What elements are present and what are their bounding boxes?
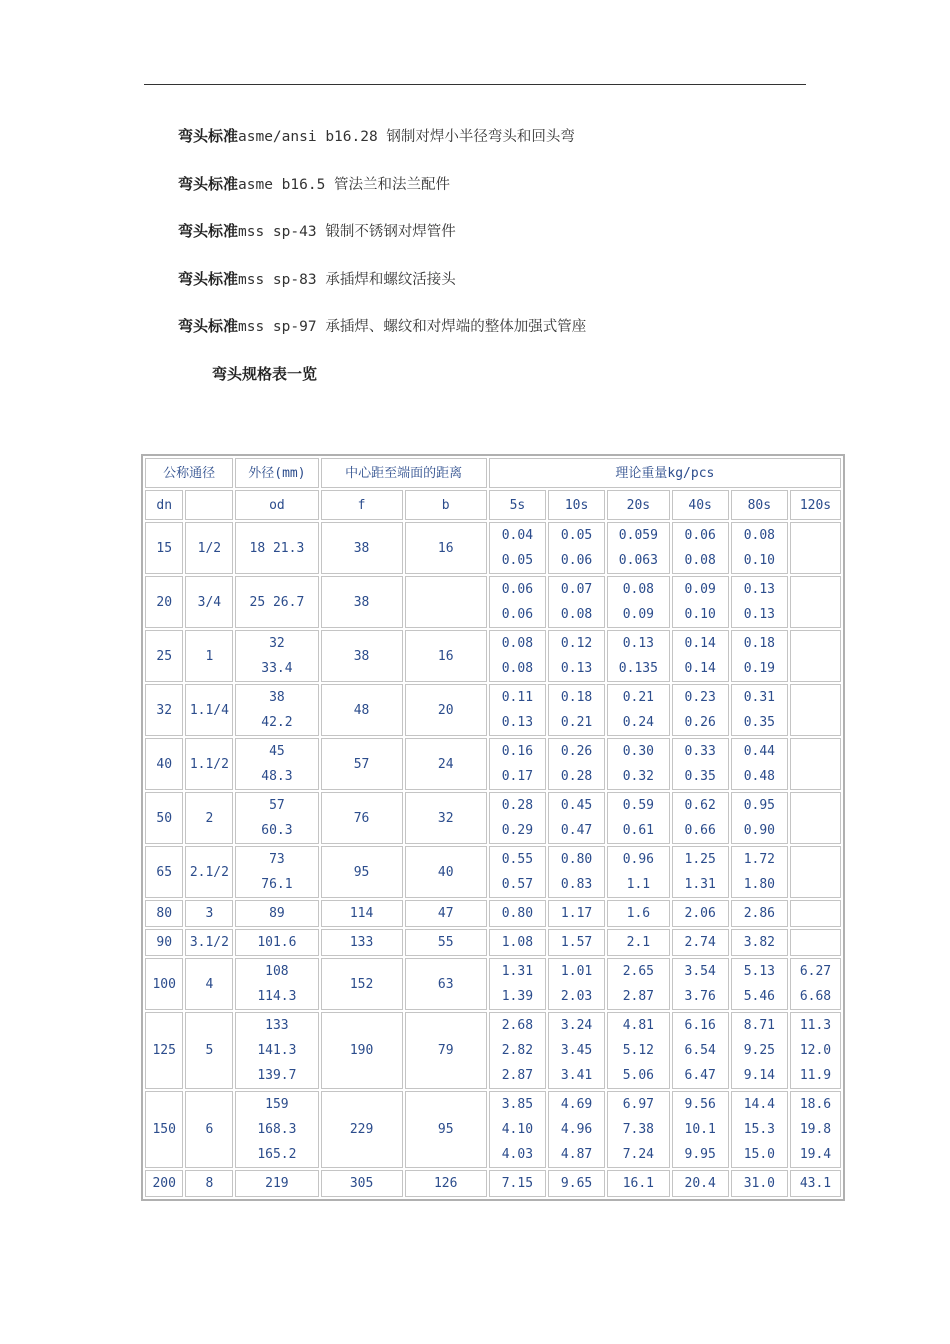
table-cell: 0.059 0.063: [607, 522, 669, 574]
subheader-cell: b: [405, 490, 487, 520]
table-cell: 3/4: [185, 576, 233, 628]
table-row: [145, 900, 841, 927]
table-row: [145, 630, 841, 682]
table-row: [145, 1170, 841, 1197]
table-cell: 0.06 0.08: [672, 522, 729, 574]
table-cell: 18 21.3: [235, 522, 318, 574]
table-cell: 1.1/4: [185, 684, 233, 736]
table-cell: 3.82: [731, 929, 788, 956]
header-nominal: 公称通径: [145, 458, 233, 488]
table-cell: 0.62 0.66: [672, 792, 729, 844]
table-cell: 1.57: [548, 929, 605, 956]
table-cell: 31.0: [731, 1170, 788, 1197]
table-row: [145, 522, 841, 574]
table-cell: 150: [145, 1091, 183, 1168]
subheader-cell: f: [321, 490, 403, 520]
subheader-cell: [185, 490, 233, 520]
table-cell: [790, 900, 841, 927]
table-cell: 20: [145, 576, 183, 628]
table-cell: 0.12 0.13: [548, 630, 605, 682]
standard-line: [178, 268, 456, 289]
table-cell: 0.26 0.28: [548, 738, 605, 790]
table-cell: 3.1/2: [185, 929, 233, 956]
table-cell: 2.68 2.82 2.87: [489, 1012, 546, 1089]
table-cell: 6.97 7.38 7.24: [607, 1091, 669, 1168]
table-cell: 9.65: [548, 1170, 605, 1197]
table-cell: 11.3 12.0 11.9: [790, 1012, 841, 1089]
table-cell: [790, 738, 841, 790]
table-cell: 108 114.3: [235, 958, 318, 1010]
table-cell: 0.18 0.21: [548, 684, 605, 736]
table-cell: 2.65 2.87: [607, 958, 669, 1010]
table-cell: 6.27 6.68: [790, 958, 841, 1010]
table-cell: 43.1: [790, 1170, 841, 1197]
table-cell: 57: [321, 738, 403, 790]
table-cell: 6: [185, 1091, 233, 1168]
table-cell: 133: [321, 929, 403, 956]
table-cell: 47: [405, 900, 487, 927]
table-cell: 0.13 0.135: [607, 630, 669, 682]
table-title: 弯头规格表一览: [212, 365, 318, 383]
table-cell: 73 76.1: [235, 846, 318, 898]
table-cell: 0.80: [489, 900, 546, 927]
table-row: [145, 958, 841, 1010]
table-cell: 0.08 0.09: [607, 576, 669, 628]
standard-label: 弯头标准: [178, 222, 239, 240]
table-cell: 95: [321, 846, 403, 898]
table-cell: 5: [185, 1012, 233, 1089]
table-cell: 0.33 0.35: [672, 738, 729, 790]
table-cell: 16.1: [607, 1170, 669, 1197]
table-cell: 0.04 0.05: [489, 522, 546, 574]
table-cell: 1.08: [489, 929, 546, 956]
table-cell: 2.06: [672, 900, 729, 927]
standard-text: asme b16.5 管法兰和法兰配件: [238, 177, 451, 193]
table-cell: 229: [321, 1091, 403, 1168]
table-cell: 55: [405, 929, 487, 956]
subheader-cell: 80s: [731, 490, 788, 520]
table-cell: 24: [405, 738, 487, 790]
table-cell: 1.31 1.39: [489, 958, 546, 1010]
standard-line: [178, 315, 586, 336]
table-row: [145, 1012, 841, 1089]
table-cell: 38: [321, 576, 403, 628]
table-cell: 0.80 0.83: [548, 846, 605, 898]
table-cell: 152: [321, 958, 403, 1010]
table-cell: 2.86: [731, 900, 788, 927]
standard-line: [178, 173, 450, 194]
table-cell: [790, 522, 841, 574]
standard-line: [178, 125, 575, 146]
table-cell: 1.6: [607, 900, 669, 927]
standard-text: mss sp-97 承插焊、螺纹和对焊端的整体加强式管座: [238, 319, 587, 335]
table-cell: 9.56 10.1 9.95: [672, 1091, 729, 1168]
table-cell: 15: [145, 522, 183, 574]
standard-text: asme/ansi b16.28 钢制对焊小半径弯头和回头弯: [238, 129, 575, 145]
subheader-cell: 20s: [607, 490, 669, 520]
subheader-cell: 5s: [489, 490, 546, 520]
table-cell: 16: [405, 630, 487, 682]
table-cell: 3.54 3.76: [672, 958, 729, 1010]
table-cell: 100: [145, 958, 183, 1010]
table-cell: 80: [145, 900, 183, 927]
table-cell: 0.31 0.35: [731, 684, 788, 736]
table-cell: 14.4 15.3 15.0: [731, 1091, 788, 1168]
table-cell: [790, 929, 841, 956]
elbow-spec-table: [141, 454, 845, 1201]
table-row: [145, 929, 841, 956]
table-cell: 133 141.3 139.7: [235, 1012, 318, 1089]
table-cell: 0.23 0.26: [672, 684, 729, 736]
table-cell: 76: [321, 792, 403, 844]
table-cell: 32: [145, 684, 183, 736]
table-cell: 200: [145, 1170, 183, 1197]
table-cell: [405, 576, 487, 628]
table-cell: 3.85 4.10 4.03: [489, 1091, 546, 1168]
table-row: [145, 576, 841, 628]
table-cell: 4.81 5.12 5.06: [607, 1012, 669, 1089]
table-cell: [790, 792, 841, 844]
table-cell: 6.16 6.54 6.47: [672, 1012, 729, 1089]
table-cell: 114: [321, 900, 403, 927]
subheader-cell: 120s: [790, 490, 841, 520]
table-cell: 38 42.2: [235, 684, 318, 736]
table-cell: [790, 576, 841, 628]
table-subheader-row: [145, 490, 841, 520]
standard-line: [178, 220, 456, 241]
table-cell: 45 48.3: [235, 738, 318, 790]
table-cell: 2.1/2: [185, 846, 233, 898]
table-cell: 25 26.7: [235, 576, 318, 628]
table-cell: 0.55 0.57: [489, 846, 546, 898]
table-cell: 2: [185, 792, 233, 844]
table-cell: 32: [405, 792, 487, 844]
table-cell: 63: [405, 958, 487, 1010]
table-cell: 8.71 9.25 9.14: [731, 1012, 788, 1089]
header-od: 外径(mm): [235, 458, 318, 488]
table-cell: 0.45 0.47: [548, 792, 605, 844]
table-cell: 0.21 0.24: [607, 684, 669, 736]
table-cell: 0.07 0.08: [548, 576, 605, 628]
table-cell: 3: [185, 900, 233, 927]
table-cell: 0.18 0.19: [731, 630, 788, 682]
table-cell: 0.28 0.29: [489, 792, 546, 844]
table-cell: 1.72 1.80: [731, 846, 788, 898]
table-row: [145, 846, 841, 898]
table-cell: 8: [185, 1170, 233, 1197]
header-weight: 理论重量kg/pcs: [489, 458, 841, 488]
header-rule: [144, 84, 806, 85]
table-cell: 38: [321, 630, 403, 682]
table-cell: 4.69 4.96 4.87: [548, 1091, 605, 1168]
table-cell: 95: [405, 1091, 487, 1168]
table-cell: 38: [321, 522, 403, 574]
table-cell: 0.59 0.61: [607, 792, 669, 844]
standard-label: 弯头标准: [178, 317, 239, 335]
table-cell: 50: [145, 792, 183, 844]
table-cell: 0.11 0.13: [489, 684, 546, 736]
table-cell: 1/2: [185, 522, 233, 574]
standard-label: 弯头标准: [178, 175, 239, 193]
table-cell: 5.13 5.46: [731, 958, 788, 1010]
table-cell: 18.6 19.8 19.4: [790, 1091, 841, 1168]
table-row: [145, 738, 841, 790]
table-cell: 89: [235, 900, 318, 927]
table-cell: 25: [145, 630, 183, 682]
table-cell: 16: [405, 522, 487, 574]
table-cell: 20.4: [672, 1170, 729, 1197]
table-cell: 126: [405, 1170, 487, 1197]
table-cell: 7.15: [489, 1170, 546, 1197]
table-cell: [790, 846, 841, 898]
table-cell: 0.13 0.13: [731, 576, 788, 628]
table-cell: 2.74: [672, 929, 729, 956]
header-center-distance: 中心距至端面的距离: [321, 458, 487, 488]
standard-text: mss sp-43 锻制不锈钢对焊管件: [238, 224, 456, 240]
table-cell: 1.1/2: [185, 738, 233, 790]
table-cell: 57 60.3: [235, 792, 318, 844]
subheader-cell: dn: [145, 490, 183, 520]
table-cell: 40: [145, 738, 183, 790]
subheader-cell: 10s: [548, 490, 605, 520]
standard-text: mss sp-83 承插焊和螺纹活接头: [238, 272, 456, 288]
table-cell: 3.24 3.45 3.41: [548, 1012, 605, 1089]
table-cell: 32 33.4: [235, 630, 318, 682]
table-cell: 0.09 0.10: [672, 576, 729, 628]
table-cell: 65: [145, 846, 183, 898]
table-cell: 190: [321, 1012, 403, 1089]
table-cell: 40: [405, 846, 487, 898]
standard-label: 弯头标准: [178, 270, 239, 288]
table-cell: 20: [405, 684, 487, 736]
table-cell: 4: [185, 958, 233, 1010]
subheader-cell: 40s: [672, 490, 729, 520]
table-cell: 159 168.3 165.2: [235, 1091, 318, 1168]
table-cell: 125: [145, 1012, 183, 1089]
table-cell: 0.08 0.08: [489, 630, 546, 682]
table-row: [145, 1091, 841, 1168]
table-cell: 1.17: [548, 900, 605, 927]
table-cell: 48: [321, 684, 403, 736]
table-cell: 0.95 0.90: [731, 792, 788, 844]
table-cell: 0.14 0.14: [672, 630, 729, 682]
subheader-cell: od: [235, 490, 318, 520]
table-cell: 1: [185, 630, 233, 682]
table-cell: 2.1: [607, 929, 669, 956]
table-cell: 1.01 2.03: [548, 958, 605, 1010]
table-cell: 0.96 1.1: [607, 846, 669, 898]
table-cell: 0.05 0.06: [548, 522, 605, 574]
table-cell: 0.06 0.06: [489, 576, 546, 628]
table-cell: 1.25 1.31: [672, 846, 729, 898]
table-cell: 0.08 0.10: [731, 522, 788, 574]
table-cell: 101.6: [235, 929, 318, 956]
standard-label: 弯头标准: [178, 127, 239, 145]
table-row: [145, 684, 841, 736]
table-cell: 90: [145, 929, 183, 956]
table-header-row: [145, 458, 841, 488]
table-cell: [790, 630, 841, 682]
table-cell: 219: [235, 1170, 318, 1197]
table-cell: 0.30 0.32: [607, 738, 669, 790]
table-cell: [790, 684, 841, 736]
table-row: [145, 792, 841, 844]
table-cell: 0.16 0.17: [489, 738, 546, 790]
table-cell: 305: [321, 1170, 403, 1197]
table-cell: 79: [405, 1012, 487, 1089]
table-cell: 0.44 0.48: [731, 738, 788, 790]
